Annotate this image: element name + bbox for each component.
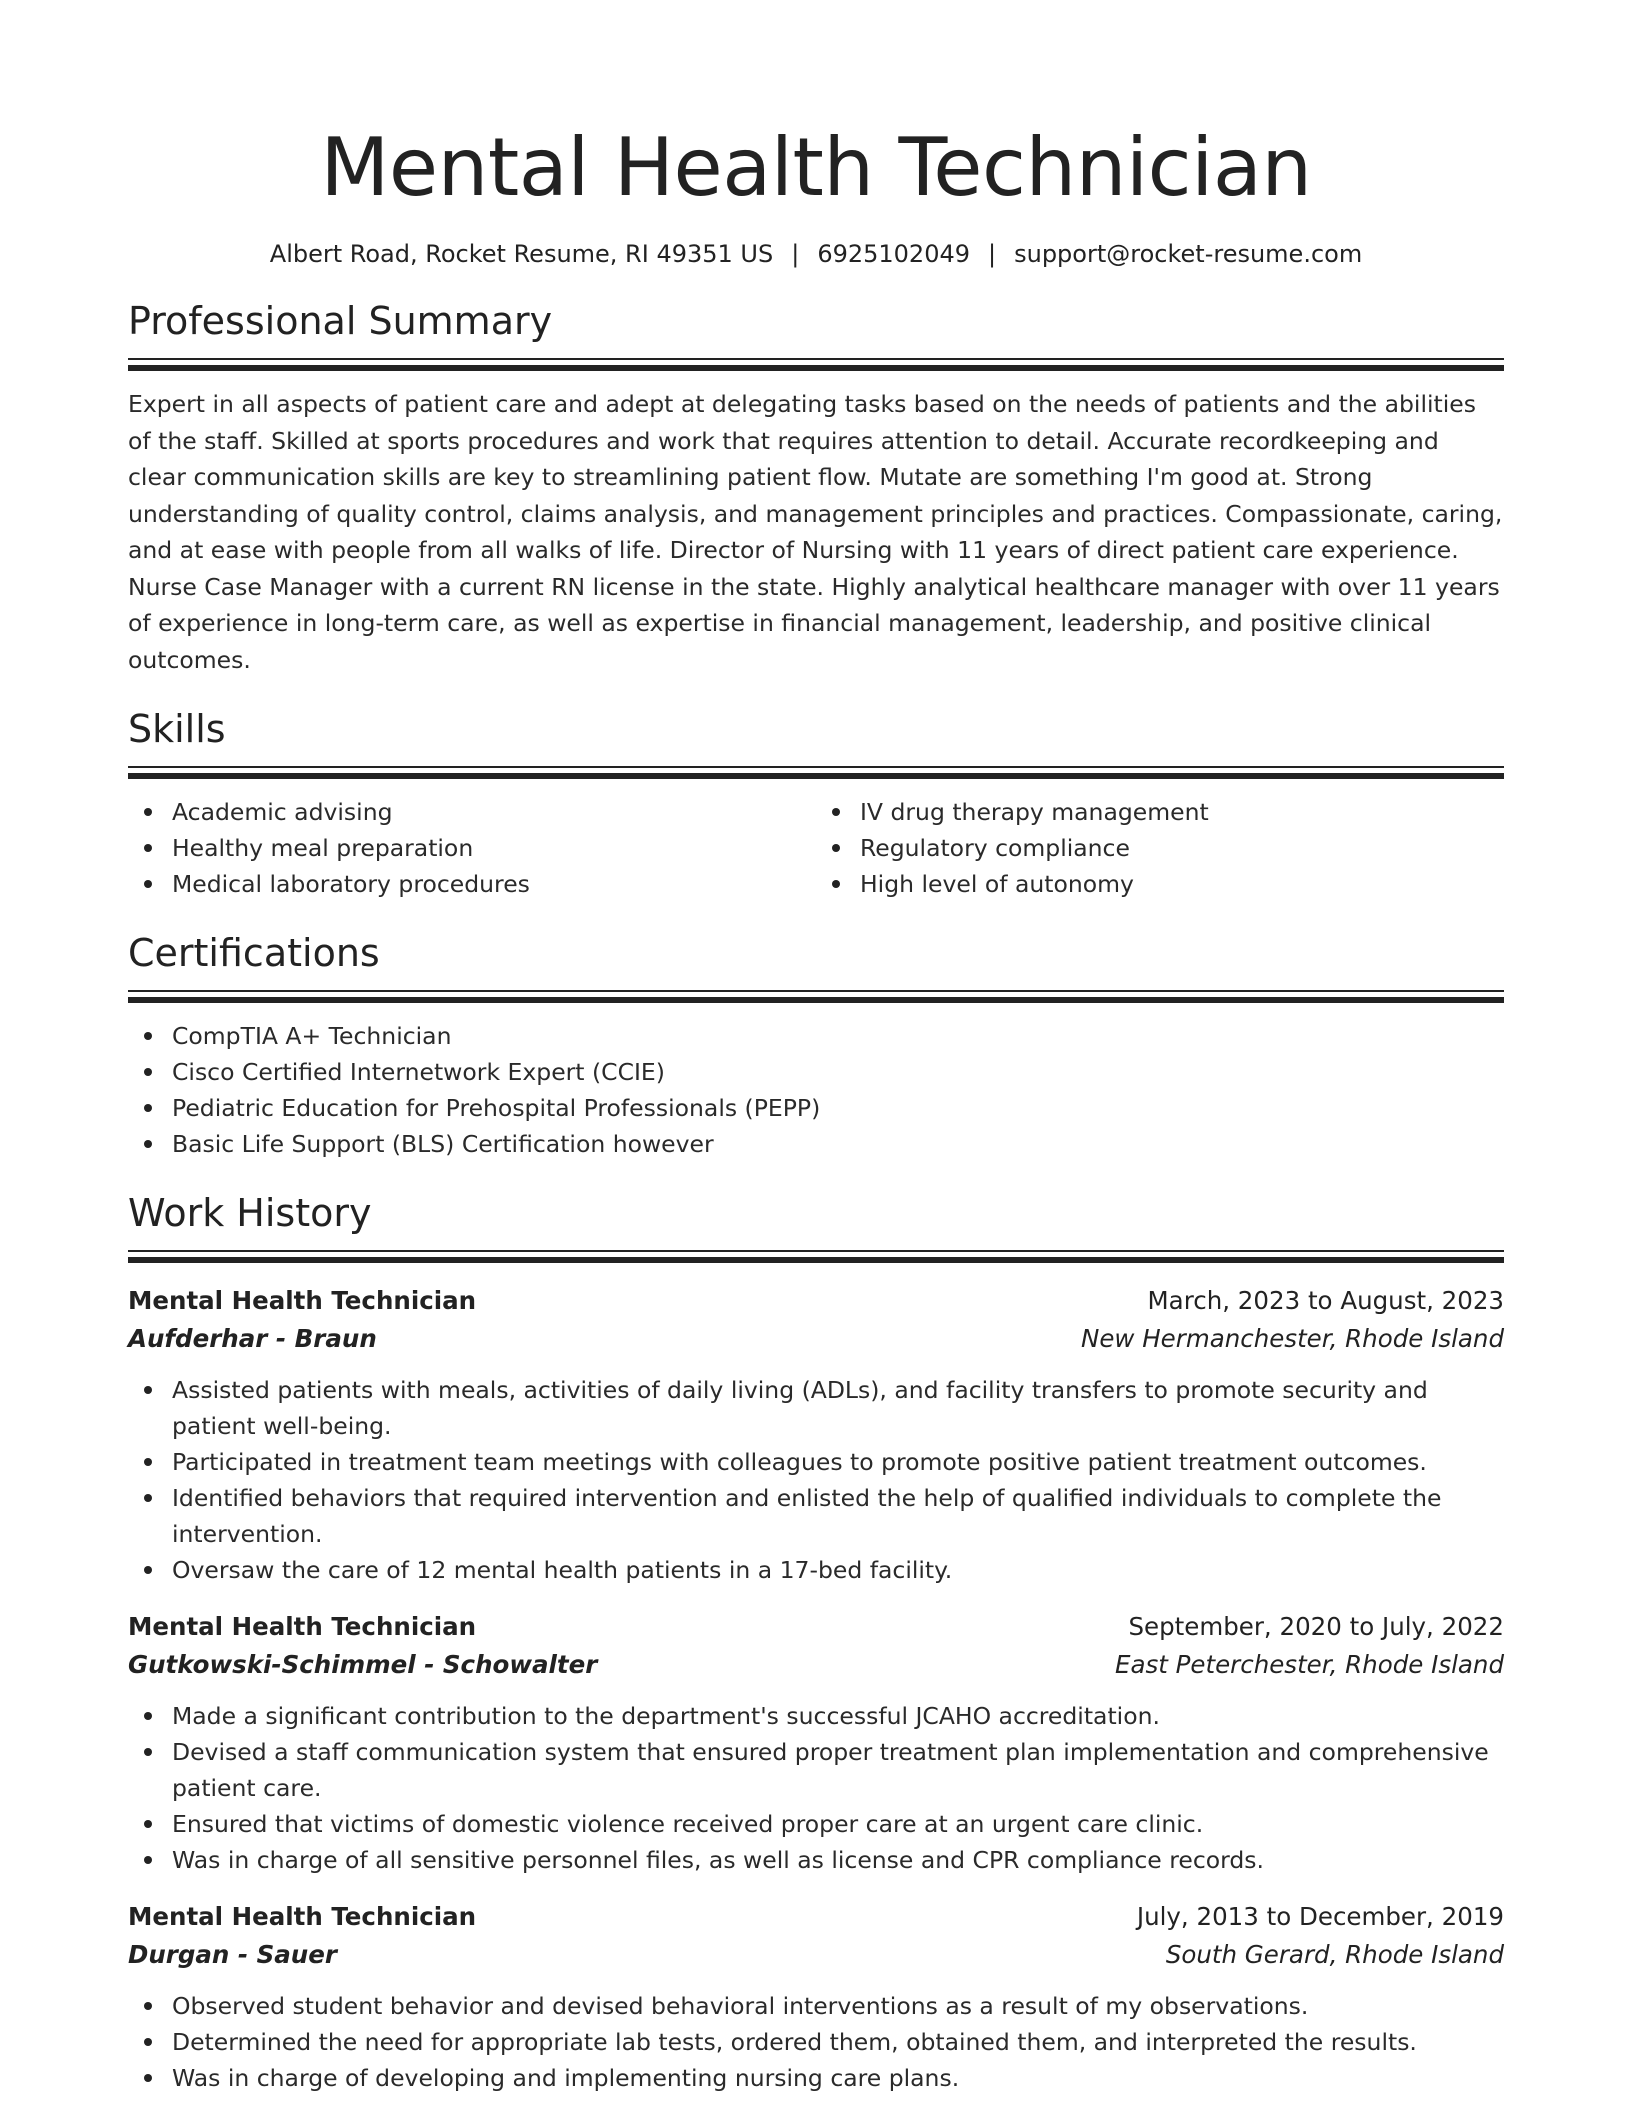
certifications-list [128,1018,1504,1162]
section-heading: Work History [128,1191,372,1235]
section-certifications [128,928,1504,1162]
section-heading: Skills [128,707,226,751]
job-location: South Gerard, Rhode Island [1165,1940,1504,1969]
job-title: Mental Health Technician [128,1286,477,1315]
section-skills [128,704,1504,902]
job-location: East Peterchester, Rhode Island [1114,1650,1504,1679]
section-heading: Professional Summary [128,299,553,343]
job-dates: March, 2023 to August, 2023 [1147,1286,1504,1315]
certification-item: Basic Life Support (BLS) Certification however [172,1126,1504,1162]
job-employer-row [128,1320,1504,1358]
contact-address: Albert Road, Rocket Resume, RI 49351 US [269,240,774,268]
job-entry [128,1898,1504,2096]
certification-item: Pediatric Education for Prehospital Professionals (PEPP) [172,1090,1504,1126]
skills-list-left [128,794,816,902]
job-bullet: Identified behaviors that required intervention and enlisted the help of qualified individuals to complete the intervention. [172,1480,1504,1552]
job-header-row [128,1608,1504,1646]
skill-item: Academic advising [172,794,816,830]
section-divider [128,358,1504,370]
job-location: New Hermanchester, Rhode Island [1081,1324,1504,1353]
job-header-row [128,1282,1504,1320]
skill-item: Medical laboratory procedures [172,866,816,902]
job-title: Mental Health Technician [128,1902,477,1931]
job-entry [128,1608,1504,1878]
section-divider [128,1250,1504,1262]
job-bullet: Made a significant contribution to the department's successful JCAHO accreditation. [172,1698,1504,1734]
skills-grid [128,778,1504,902]
contact-separator: | [791,240,800,268]
job-employer-row [128,1936,1504,1974]
job-bullet: Determined the need for appropriate lab tests, ordered them, obtained them, and interpreted the results. [172,2024,1504,2060]
job-dates: September, 2020 to July, 2022 [1128,1612,1504,1641]
skill-item: Regulatory compliance [860,830,1504,866]
skill-item: IV drug therapy management [860,794,1504,830]
job-header-row [128,1898,1504,1936]
contact-line [128,238,1504,270]
job-bullet: Ensured that victims of domestic violence received proper care at an urgent care clinic. [172,1806,1504,1842]
skill-item: High level of autonomy [860,866,1504,902]
job-dates: July, 2013 to December, 2019 [1136,1902,1504,1931]
job-employer-row [128,1646,1504,1684]
skills-list-right [816,794,1504,902]
job-bullets [128,1698,1504,1878]
job-company: Aufderhar - Braun [128,1324,377,1353]
contact-separator: | [988,240,997,268]
contact-phone: 6925102049 [817,240,971,268]
section-professional-summary [128,296,1504,678]
skill-item: Healthy meal preparation [172,830,816,866]
job-company: Gutkowski-Schimmel - Schowalter [128,1650,598,1679]
job-bullet: Oversaw the care of 12 mental health patients in a 17-bed facility. [172,1552,1504,1588]
certification-item: Cisco Certified Internetwork Expert (CCIE) [172,1054,1504,1090]
job-bullets [128,1372,1504,1588]
section-heading: Certifications [128,931,380,975]
contact-email[interactable]: support@rocket-resume.com [1014,240,1363,268]
section-divider [128,766,1504,778]
job-bullet: Was in charge of all sensitive personnel files, as well as license and CPR compliance records. [172,1842,1504,1878]
job-bullet: Was in charge of developing and implementing nursing care plans. [172,2060,1504,2096]
job-title: Mental Health Technician [128,1612,477,1641]
job-entry [128,1282,1504,1588]
section-work-history [128,1188,1504,2096]
job-bullet: Devised a staff communication system that ensured proper treatment plan implementation and comprehensive patient care. [172,1734,1504,1806]
resume-title: Mental Health Technician [320,121,1312,214]
summary-text: Expert in all aspects of patient care and adept at delegating tasks based on the needs of patients and the abilities of the staff. Skilled at sports procedures and work that requires attention to detail. Accurate recordkeeping and clear communication skills are key to streamlining patient flow. Mutate are something I'm good at. Strong understanding of quality control, claims analysis, and management principles and practices. Compassionate, caring, and at ease with people from all walks of life. Director of Nursing with 11 years of direct patient care experience. Nurse Case Manager with a current RN license in the state. Highly analytical healthcare manager with over 11 years of experience in long-term care, as well as expertise in financial management, leadership, and positive clinical outcomes. [128,390,1503,674]
job-bullet: Participated in treatment team meetings with colleagues to promote positive patient treatment outcomes. [172,1444,1504,1480]
section-divider [128,990,1504,1002]
certification-item: CompTIA A+ Technician [172,1018,1504,1054]
job-bullet: Assisted patients with meals, activities of daily living (ADLs), and facility transfers to promote security and patient well-being. [172,1372,1504,1444]
job-bullets [128,1988,1504,2096]
job-company: Durgan - Sauer [128,1940,337,1969]
job-bullet: Observed student behavior and devised behavioral interventions as a result of my observations. [172,1988,1504,2024]
